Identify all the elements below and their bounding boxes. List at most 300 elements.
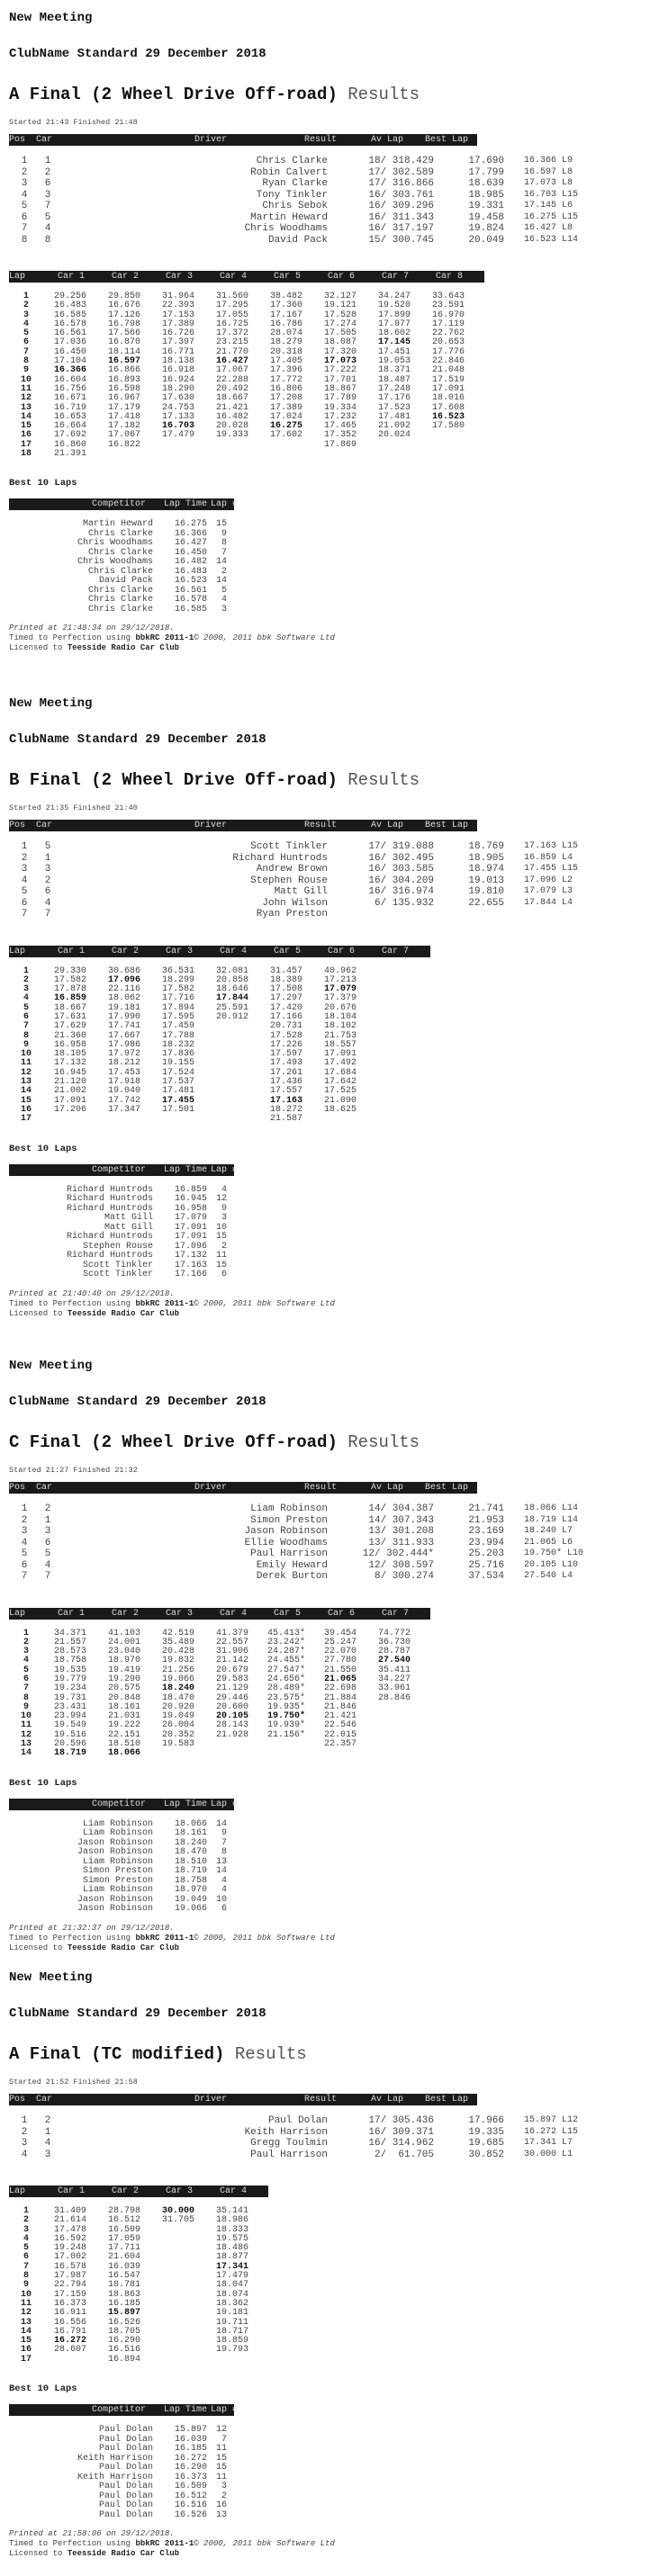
lap-time-car-4 bbox=[205, 1069, 259, 1078]
lap-time-car-4 bbox=[205, 2356, 259, 2365]
printed-at: Printed at 21:48:34 on 29/12/2018. bbox=[9, 624, 175, 633]
lap-time-car-5: 17.436 bbox=[269, 1077, 302, 1088]
lap-time-car-5: 45.413* bbox=[266, 1628, 305, 1638]
lap-time-car-3 bbox=[151, 1115, 205, 1124]
lap-time-car-7: 17.481 bbox=[377, 411, 411, 422]
lap-time-car-7 bbox=[367, 1731, 421, 1740]
best-lap-time: 18.161 bbox=[174, 1828, 207, 1839]
col-header-competitor: Competitor bbox=[92, 1164, 147, 1175]
result-pos: 6 bbox=[21, 897, 28, 909]
lap-time-car-1: 16.664 bbox=[53, 421, 86, 432]
best-lap-name: Paul Dolan bbox=[98, 2444, 153, 2455]
lap-row bbox=[9, 1115, 421, 1124]
lap-time-car-4: 20.028 bbox=[215, 421, 248, 432]
col-header-car-3: Car 3 bbox=[166, 1608, 194, 1619]
lap-time-car-1: 16.373 bbox=[53, 2298, 86, 2309]
race-name: C Final (2 Wheel Drive Off-road) bbox=[9, 1432, 338, 1452]
lap-time-car-3: 22.393 bbox=[161, 301, 194, 311]
best-lap-name: David Pack bbox=[98, 576, 153, 587]
lap-time-car-3 bbox=[151, 2346, 205, 2355]
col-header-lap-number: Lap # bbox=[211, 1799, 239, 1809]
licensee: Teesside Radio Car Club bbox=[67, 1308, 180, 1318]
lap-time-car-1: 16.791 bbox=[53, 2326, 86, 2337]
best-laps-header-bar bbox=[9, 498, 239, 510]
lap-time-car-5: 17.405 bbox=[269, 356, 302, 367]
best-lap-lap: 7 bbox=[221, 547, 227, 558]
lap-time-car-4 bbox=[205, 1087, 259, 1096]
lap-time-car-5: 17.772 bbox=[269, 374, 302, 385]
lap-time-car-5: 24.287* bbox=[266, 1647, 305, 1657]
timed-prefix: Timed to Perfection using bbox=[9, 1933, 136, 1943]
lap-time-car-2: 17.711 bbox=[107, 2243, 140, 2254]
lap-number: 3 bbox=[23, 2224, 29, 2235]
lap-time-car-1: 17.478 bbox=[53, 2224, 86, 2235]
lap-number: 1 bbox=[23, 2206, 29, 2216]
col-header-competitor: Competitor bbox=[92, 1799, 147, 1809]
col-header-car-3: Car 3 bbox=[166, 946, 194, 956]
lap-time-car-2: 16.185 bbox=[107, 2298, 140, 2309]
lap-time-car-1: 21.391 bbox=[53, 449, 86, 460]
best-lap-row bbox=[9, 1252, 227, 1261]
best-laps-header-bar bbox=[9, 1164, 239, 1176]
result-row bbox=[9, 2138, 610, 2150]
lap-time-car-5: 17.396 bbox=[269, 365, 302, 376]
result-driver: Paul Harrison bbox=[250, 2149, 328, 2160]
col-header-car: Car bbox=[36, 135, 53, 145]
col-header-car-2: Car 2 bbox=[112, 2186, 140, 2196]
lap-time-car-3: 16.924 bbox=[161, 374, 194, 385]
result-car: 4 bbox=[44, 223, 51, 234]
lap-time-car-1: 16.604 bbox=[53, 374, 86, 385]
results-word: Results bbox=[348, 770, 420, 790]
best-lap-name: Scott Tinkler bbox=[82, 1260, 153, 1270]
lap-number: 13 bbox=[20, 1739, 32, 1750]
result-av: 37.534 bbox=[468, 1571, 504, 1582]
lap-time-car-3: 17.894 bbox=[161, 1002, 194, 1013]
lap-time-car-4: 22.288 bbox=[215, 374, 248, 385]
col-header-car-1: Car 1 bbox=[58, 1608, 86, 1619]
lap-time-car-3: 19.583 bbox=[161, 1739, 194, 1750]
result-driver: Matt Gill bbox=[274, 886, 328, 897]
lap-number: 14 bbox=[20, 1086, 32, 1097]
best-lap-lap: 15 bbox=[215, 2463, 227, 2473]
lap-number: 17 bbox=[20, 2354, 32, 2365]
best-lap-lap: 8 bbox=[221, 538, 227, 549]
result-car: 3 bbox=[44, 864, 51, 875]
printed-at: Printed at 21:58:06 on 29/12/2018. bbox=[9, 2529, 175, 2539]
lap-time-car-3: 17.153 bbox=[161, 310, 194, 320]
result-av: 19.331 bbox=[468, 201, 504, 211]
lap-time-car-6: 22.546 bbox=[323, 1720, 357, 1731]
col-header-car-5: Car 5 bbox=[274, 946, 302, 956]
result-result: 17/ 302.589 bbox=[368, 166, 434, 178]
lap-number: 14 bbox=[20, 2326, 32, 2337]
lap-time-car-6: 17.492 bbox=[323, 1058, 357, 1069]
best-lap-lap: 11 bbox=[215, 1251, 227, 1261]
lap-number: 3 bbox=[23, 984, 29, 995]
best-lap-time: 18.510 bbox=[174, 1856, 207, 1867]
best-lap-name: Paul Dolan bbox=[98, 2482, 153, 2492]
result-driver: Scott Tinkler bbox=[250, 841, 328, 852]
lap-number: 2 bbox=[23, 1637, 29, 1647]
lap-number: 16 bbox=[20, 2345, 32, 2356]
result-av: 20.049 bbox=[468, 234, 504, 246]
licensee: Teesside Radio Car Club bbox=[67, 643, 180, 653]
lap-time-car-6: 17.232 bbox=[323, 411, 357, 422]
lap-time-car-8 bbox=[421, 441, 475, 450]
best-lap-time: 18.470 bbox=[174, 1847, 207, 1858]
col-header-car-1: Car 1 bbox=[58, 272, 86, 282]
result-result: 8/ 300.274 bbox=[374, 1571, 434, 1582]
lap-time-car-4: 18.717 bbox=[215, 2326, 248, 2337]
best-lap-lap: 10 bbox=[215, 1894, 227, 1905]
lap-time-car-4: 17.055 bbox=[215, 310, 248, 320]
lap-time-car-7: 21.092 bbox=[377, 421, 411, 432]
lap-time-car-2: 18.114 bbox=[107, 346, 140, 357]
lap-time-car-5: 18.389 bbox=[269, 974, 302, 985]
results-word: Results bbox=[348, 85, 420, 104]
result-driver: Gregg Toulmin bbox=[250, 2138, 328, 2149]
lap-time-car-6: 17.528 bbox=[323, 310, 357, 320]
best-lap-time: 16.945 bbox=[174, 1194, 207, 1205]
lap-time-car-1: 17.629 bbox=[53, 1021, 86, 1032]
footer bbox=[9, 1924, 657, 1953]
result-pos: 2 bbox=[21, 1514, 28, 1526]
lap-time-car-6: 17.379 bbox=[323, 993, 357, 1004]
lap-time-car-2: 41.103 bbox=[107, 1628, 140, 1638]
result-best: 20.105 L10 bbox=[524, 1559, 579, 1570]
result-pos: 8 bbox=[21, 234, 28, 246]
best-lap-name: Chris Woodhams bbox=[77, 538, 153, 549]
lap-time-car-6: 21.090 bbox=[323, 1095, 357, 1106]
lap-number: 8 bbox=[23, 356, 29, 367]
best-lap-lap: 14 bbox=[215, 1866, 227, 1877]
best-lap-lap: 3 bbox=[221, 1213, 227, 1224]
lap-number: 3 bbox=[23, 310, 29, 320]
lap-time-car-4: 19.333 bbox=[215, 430, 248, 441]
best-laps-title: Best 10 Laps bbox=[9, 2383, 77, 2395]
club-title: ClubName Standard 29 December 2018 bbox=[9, 2006, 266, 2021]
lap-time-car-7: 19.053 bbox=[377, 356, 411, 367]
lap-time-car-4 bbox=[205, 441, 259, 450]
lap-time-car-2: 22.151 bbox=[107, 1729, 140, 1740]
lap-time-car-4: 21.142 bbox=[215, 1656, 248, 1666]
lap-time-car-7: 33.961 bbox=[377, 1683, 411, 1694]
lap-time-car-3 bbox=[151, 2337, 205, 2346]
lap-time-car-1: 16.719 bbox=[53, 402, 86, 413]
lap-number: 10 bbox=[20, 1711, 32, 1722]
lap-time-car-6: 17.079 bbox=[323, 984, 357, 995]
best-lap-time: 17.096 bbox=[174, 1241, 207, 1252]
lap-time-car-4: 20.858 bbox=[215, 974, 248, 985]
lap-time-car-5: 17.508 bbox=[269, 984, 302, 995]
result-result: 14/ 304.387 bbox=[368, 1503, 434, 1514]
timed-line bbox=[9, 1299, 657, 1309]
result-best: 16.366 L9 bbox=[524, 156, 573, 166]
result-row bbox=[9, 1560, 610, 1572]
lap-time-car-4: 28.143 bbox=[215, 1720, 248, 1731]
result-driver: Robin Calvert bbox=[250, 166, 328, 178]
lap-time-car-5: 17.167 bbox=[269, 310, 302, 320]
lap-time-car-6: 21.753 bbox=[323, 1030, 357, 1041]
best-lap-name: Keith Harrison bbox=[77, 2453, 153, 2464]
lap-time-car-2: 17.096 bbox=[107, 974, 140, 985]
best-lap-lap: 13 bbox=[215, 1856, 227, 1867]
best-lap-time: 16.290 bbox=[174, 2463, 207, 2473]
timed-line bbox=[9, 2539, 657, 2549]
best-lap-name: Jason Robinson bbox=[77, 1847, 153, 1858]
best-lap-lap: 14 bbox=[215, 557, 227, 568]
result-car: 8 bbox=[44, 234, 51, 246]
result-result: 16/ 303.761 bbox=[368, 189, 434, 201]
lap-number: 15 bbox=[20, 1095, 32, 1106]
lap-time-car-7: 17.523 bbox=[377, 402, 411, 413]
lap-time-car-5: 23.575* bbox=[266, 1692, 305, 1703]
result-row bbox=[9, 898, 610, 910]
result-driver: Ryan Clarke bbox=[262, 178, 328, 189]
lap-time-car-1: 16.756 bbox=[53, 383, 86, 394]
best-lap-name: Chris Clarke bbox=[87, 547, 153, 558]
result-row bbox=[9, 909, 610, 920]
result-row bbox=[9, 1503, 610, 1515]
lap-time-car-1: 21.120 bbox=[53, 1077, 86, 1088]
lap-number: 1 bbox=[23, 292, 29, 301]
lap-time-car-5: 18.272 bbox=[269, 1104, 302, 1115]
result-pos: 3 bbox=[21, 864, 28, 875]
lap-time-car-3 bbox=[151, 2253, 205, 2262]
lap-number: 8 bbox=[23, 1030, 29, 1041]
lap-time-car-1: 16.911 bbox=[53, 2308, 86, 2319]
result-av: 25.716 bbox=[468, 1559, 504, 1571]
result-best: 16.523 L14 bbox=[524, 234, 579, 245]
footer bbox=[9, 624, 657, 653]
lap-number: 6 bbox=[23, 1674, 29, 1684]
col-header-car-6: Car 6 bbox=[328, 272, 356, 282]
col-header-driver: Driver bbox=[194, 1483, 228, 1493]
result-row bbox=[9, 1571, 610, 1583]
lap-time-car-7: 17.145 bbox=[377, 337, 411, 348]
best-lap-name: Stephen Rouse bbox=[82, 1241, 153, 1252]
lap-number: 12 bbox=[20, 1067, 32, 1078]
best-lap-time: 17.132 bbox=[174, 1251, 207, 1261]
lap-time-car-6: 19.334 bbox=[323, 402, 357, 413]
lap-times-table bbox=[9, 292, 475, 459]
result-av: 17.966 bbox=[468, 2115, 504, 2126]
lap-time-car-4: 18.074 bbox=[215, 2289, 248, 2300]
lap-time-car-6: 17.525 bbox=[323, 1086, 357, 1097]
lap-time-car-1: 23.994 bbox=[53, 1711, 86, 1722]
lap-time-car-4: 18.877 bbox=[215, 2252, 248, 2263]
lap-time-car-1: 17.582 bbox=[53, 974, 86, 985]
lap-time-car-2: 17.972 bbox=[107, 1049, 140, 1060]
best-lap-lap: 11 bbox=[215, 2472, 227, 2482]
best-lap-time: 17.166 bbox=[174, 1270, 207, 1280]
lap-time-car-2: 18.705 bbox=[107, 2326, 140, 2337]
col-header-driver: Driver bbox=[194, 2095, 228, 2105]
result-car: 6 bbox=[44, 886, 51, 897]
col-header-lap-time: Lap Time bbox=[164, 2405, 208, 2416]
lap-number: 5 bbox=[23, 1665, 29, 1675]
lap-time-car-2: 18.863 bbox=[107, 2289, 140, 2300]
lap-time-car-5: 27.547* bbox=[266, 1665, 305, 1675]
lap-time-car-3: 17.524 bbox=[161, 1067, 194, 1078]
result-driver: Paul Harrison bbox=[250, 1548, 328, 1559]
lap-time-car-2: 18.510 bbox=[107, 1739, 140, 1750]
col-header-car-2: Car 2 bbox=[112, 946, 140, 956]
lap-time-car-6: 25.247 bbox=[323, 1637, 357, 1647]
software-name: bbkRC 2011-1 bbox=[135, 1298, 194, 1308]
best-lap-row bbox=[9, 1195, 227, 1205]
lap-time-car-5: 17.360 bbox=[269, 301, 302, 311]
lap-time-car-5: 17.528 bbox=[269, 1030, 302, 1041]
lap-number: 2 bbox=[23, 974, 29, 985]
result-result: 13/ 301.208 bbox=[368, 1526, 434, 1537]
best-lap-name: Jason Robinson bbox=[77, 1894, 153, 1905]
col-header-lap: Lap bbox=[9, 1608, 26, 1619]
lap-time-car-4: 23.215 bbox=[215, 337, 248, 348]
lap-time-car-5: 18.279 bbox=[269, 337, 302, 348]
best-lap-time: 17.091 bbox=[174, 1232, 207, 1243]
result-result: 6/ 135.932 bbox=[374, 897, 434, 909]
club-title: ClubName Standard 29 December 2018 bbox=[9, 1395, 266, 1409]
lap-number: 17 bbox=[20, 1114, 32, 1125]
lap-time-car-5: 17.602 bbox=[269, 430, 302, 441]
lap-time-car-5: 17.166 bbox=[269, 1011, 302, 1022]
best-lap-time: 17.091 bbox=[174, 1222, 207, 1233]
result-driver: Tony Tinkler bbox=[256, 189, 328, 201]
best-lap-name: Matt Gill bbox=[104, 1222, 153, 1233]
lap-time-car-7: 27.540 bbox=[377, 1656, 411, 1666]
result-pos: 5 bbox=[21, 201, 28, 211]
licensed-prefix: Licensed to bbox=[9, 1943, 68, 1952]
lap-time-car-4: 17.295 bbox=[215, 301, 248, 311]
lap-time-car-2: 17.918 bbox=[107, 1077, 140, 1088]
lap-time-car-1: 19.535 bbox=[53, 1665, 86, 1675]
lap-time-car-1: 19.234 bbox=[53, 1683, 86, 1694]
lap-time-car-4: 31.560 bbox=[215, 292, 248, 301]
result-av bbox=[434, 909, 504, 920]
result-result: 16/ 304.209 bbox=[368, 875, 434, 886]
lap-time-car-4: 16.427 bbox=[215, 356, 248, 367]
lap-time-car-5: 28.074 bbox=[269, 328, 302, 339]
lap-time-car-7 bbox=[367, 450, 421, 459]
best-lap-time: 16.585 bbox=[174, 604, 207, 615]
licensed-line bbox=[9, 1943, 657, 1953]
lap-time-car-6: 22.015 bbox=[323, 1729, 357, 1740]
race-name: A Final (TC modified) bbox=[9, 2044, 225, 2064]
lap-time-car-4: 41.379 bbox=[215, 1628, 248, 1638]
best-lap-lap: 2 bbox=[221, 566, 227, 577]
lap-time-car-6: 20.676 bbox=[323, 1002, 357, 1013]
lap-time-car-1: 28.573 bbox=[53, 1647, 86, 1657]
result-car: 7 bbox=[44, 909, 51, 920]
lap-time-car-4: 16.482 bbox=[215, 411, 248, 422]
best-lap-name: Paul Dolan bbox=[98, 2463, 153, 2473]
race-name: A Final (2 Wheel Drive Off-road) bbox=[9, 85, 338, 104]
lap-time-car-2: 16.822 bbox=[107, 439, 140, 450]
result-av: 18.769 bbox=[468, 841, 504, 852]
col-header-pos: Pos bbox=[9, 2095, 26, 2105]
lap-time-car-7: 35.411 bbox=[377, 1665, 411, 1675]
lap-time-car-7: 17.451 bbox=[377, 346, 411, 357]
lap-time-car-2: 16.894 bbox=[107, 2354, 140, 2365]
lap-time-car-3: 17.595 bbox=[161, 1011, 194, 1022]
lap-number: 9 bbox=[23, 1701, 29, 1712]
best-lap-name: Chris Woodhams bbox=[77, 557, 153, 568]
best-lap-name: Richard Huntrods bbox=[66, 1184, 153, 1195]
lap-time-car-5: 28.489* bbox=[266, 1683, 305, 1694]
result-car: 6 bbox=[44, 178, 51, 189]
lap-time-car-5: 17.389 bbox=[269, 402, 302, 413]
lap-time-car-4: 22.557 bbox=[215, 1637, 248, 1647]
lap-time-car-4 bbox=[205, 1078, 259, 1087]
lap-time-car-3 bbox=[151, 2356, 205, 2365]
lap-time-car-8: 17.091 bbox=[431, 383, 465, 394]
result-result: 17/ 305.436 bbox=[368, 2115, 434, 2126]
best-lap-time: 16.427 bbox=[174, 538, 207, 549]
best-lap-lap: 11 bbox=[215, 2444, 227, 2455]
lap-time-car-1: 19.248 bbox=[53, 2243, 86, 2254]
lap-time-car-3: 35.489 bbox=[161, 1637, 194, 1647]
lap-number: 10 bbox=[20, 374, 32, 385]
lap-time-car-3: 42.519 bbox=[161, 1628, 194, 1638]
lap-number: 14 bbox=[20, 411, 32, 422]
lap-time-car-1: 17.159 bbox=[53, 2289, 86, 2300]
lap-time-car-3 bbox=[151, 2263, 205, 2272]
lap-time-car-2: 17.741 bbox=[107, 1021, 140, 1032]
result-driver: Chris Clarke bbox=[256, 156, 328, 166]
lap-time-car-4: 18.986 bbox=[215, 2215, 248, 2226]
best-laps-table bbox=[9, 2426, 227, 2520]
lap-time-car-4: 35.141 bbox=[215, 2206, 248, 2216]
result-car: 2 bbox=[44, 166, 51, 178]
best-lap-lap: 5 bbox=[221, 585, 227, 596]
lap-time-car-6: 39.454 bbox=[323, 1628, 357, 1638]
lap-time-car-6: 17.352 bbox=[323, 430, 357, 441]
lap-time-car-7: 18.371 bbox=[377, 365, 411, 376]
lap-time-car-7: 36.730 bbox=[377, 1637, 411, 1647]
lap-time-car-3: 17.133 bbox=[161, 411, 194, 422]
result-av: 25.203 bbox=[468, 1548, 504, 1559]
col-header-car-5: Car 5 bbox=[274, 1608, 302, 1619]
result-pos: 1 bbox=[21, 156, 28, 166]
start-finish-times: Started 21:43 Finished 21:48 bbox=[9, 118, 138, 127]
lap-time-car-3 bbox=[151, 441, 205, 450]
lap-time-car-2: 21.031 bbox=[107, 1711, 140, 1722]
lap-time-car-2: 17.667 bbox=[107, 1030, 140, 1041]
lap-time-car-2: 16.512 bbox=[107, 2215, 140, 2226]
best-lap-name: Richard Huntrods bbox=[66, 1251, 153, 1261]
lap-time-car-5: 21.587 bbox=[269, 1114, 302, 1125]
result-car: 1 bbox=[44, 2126, 51, 2138]
result-result: 16/ 309.371 bbox=[368, 2126, 434, 2138]
lap-time-car-6: 17.684 bbox=[323, 1067, 357, 1078]
best-lap-lap: 9 bbox=[221, 1203, 227, 1214]
result-result: 16/ 316.974 bbox=[368, 886, 434, 897]
lap-time-car-3: 19.832 bbox=[161, 1656, 194, 1666]
result-car: 7 bbox=[44, 1571, 51, 1582]
lap-time-car-2: 16.598 bbox=[107, 383, 140, 394]
lap-number: 4 bbox=[23, 993, 29, 1004]
lap-time-car-7 bbox=[367, 1013, 421, 1022]
lap-time-car-3: 26.004 bbox=[161, 1720, 194, 1731]
lap-time-car-2: 20.848 bbox=[107, 1692, 140, 1703]
result-best: 16.272 L15 bbox=[524, 2126, 579, 2137]
lap-time-car-1: 22.794 bbox=[53, 2280, 86, 2291]
col-header-driver: Driver bbox=[194, 135, 228, 145]
best-lap-lap: 15 bbox=[215, 519, 227, 530]
lap-number: 8 bbox=[23, 1692, 29, 1703]
